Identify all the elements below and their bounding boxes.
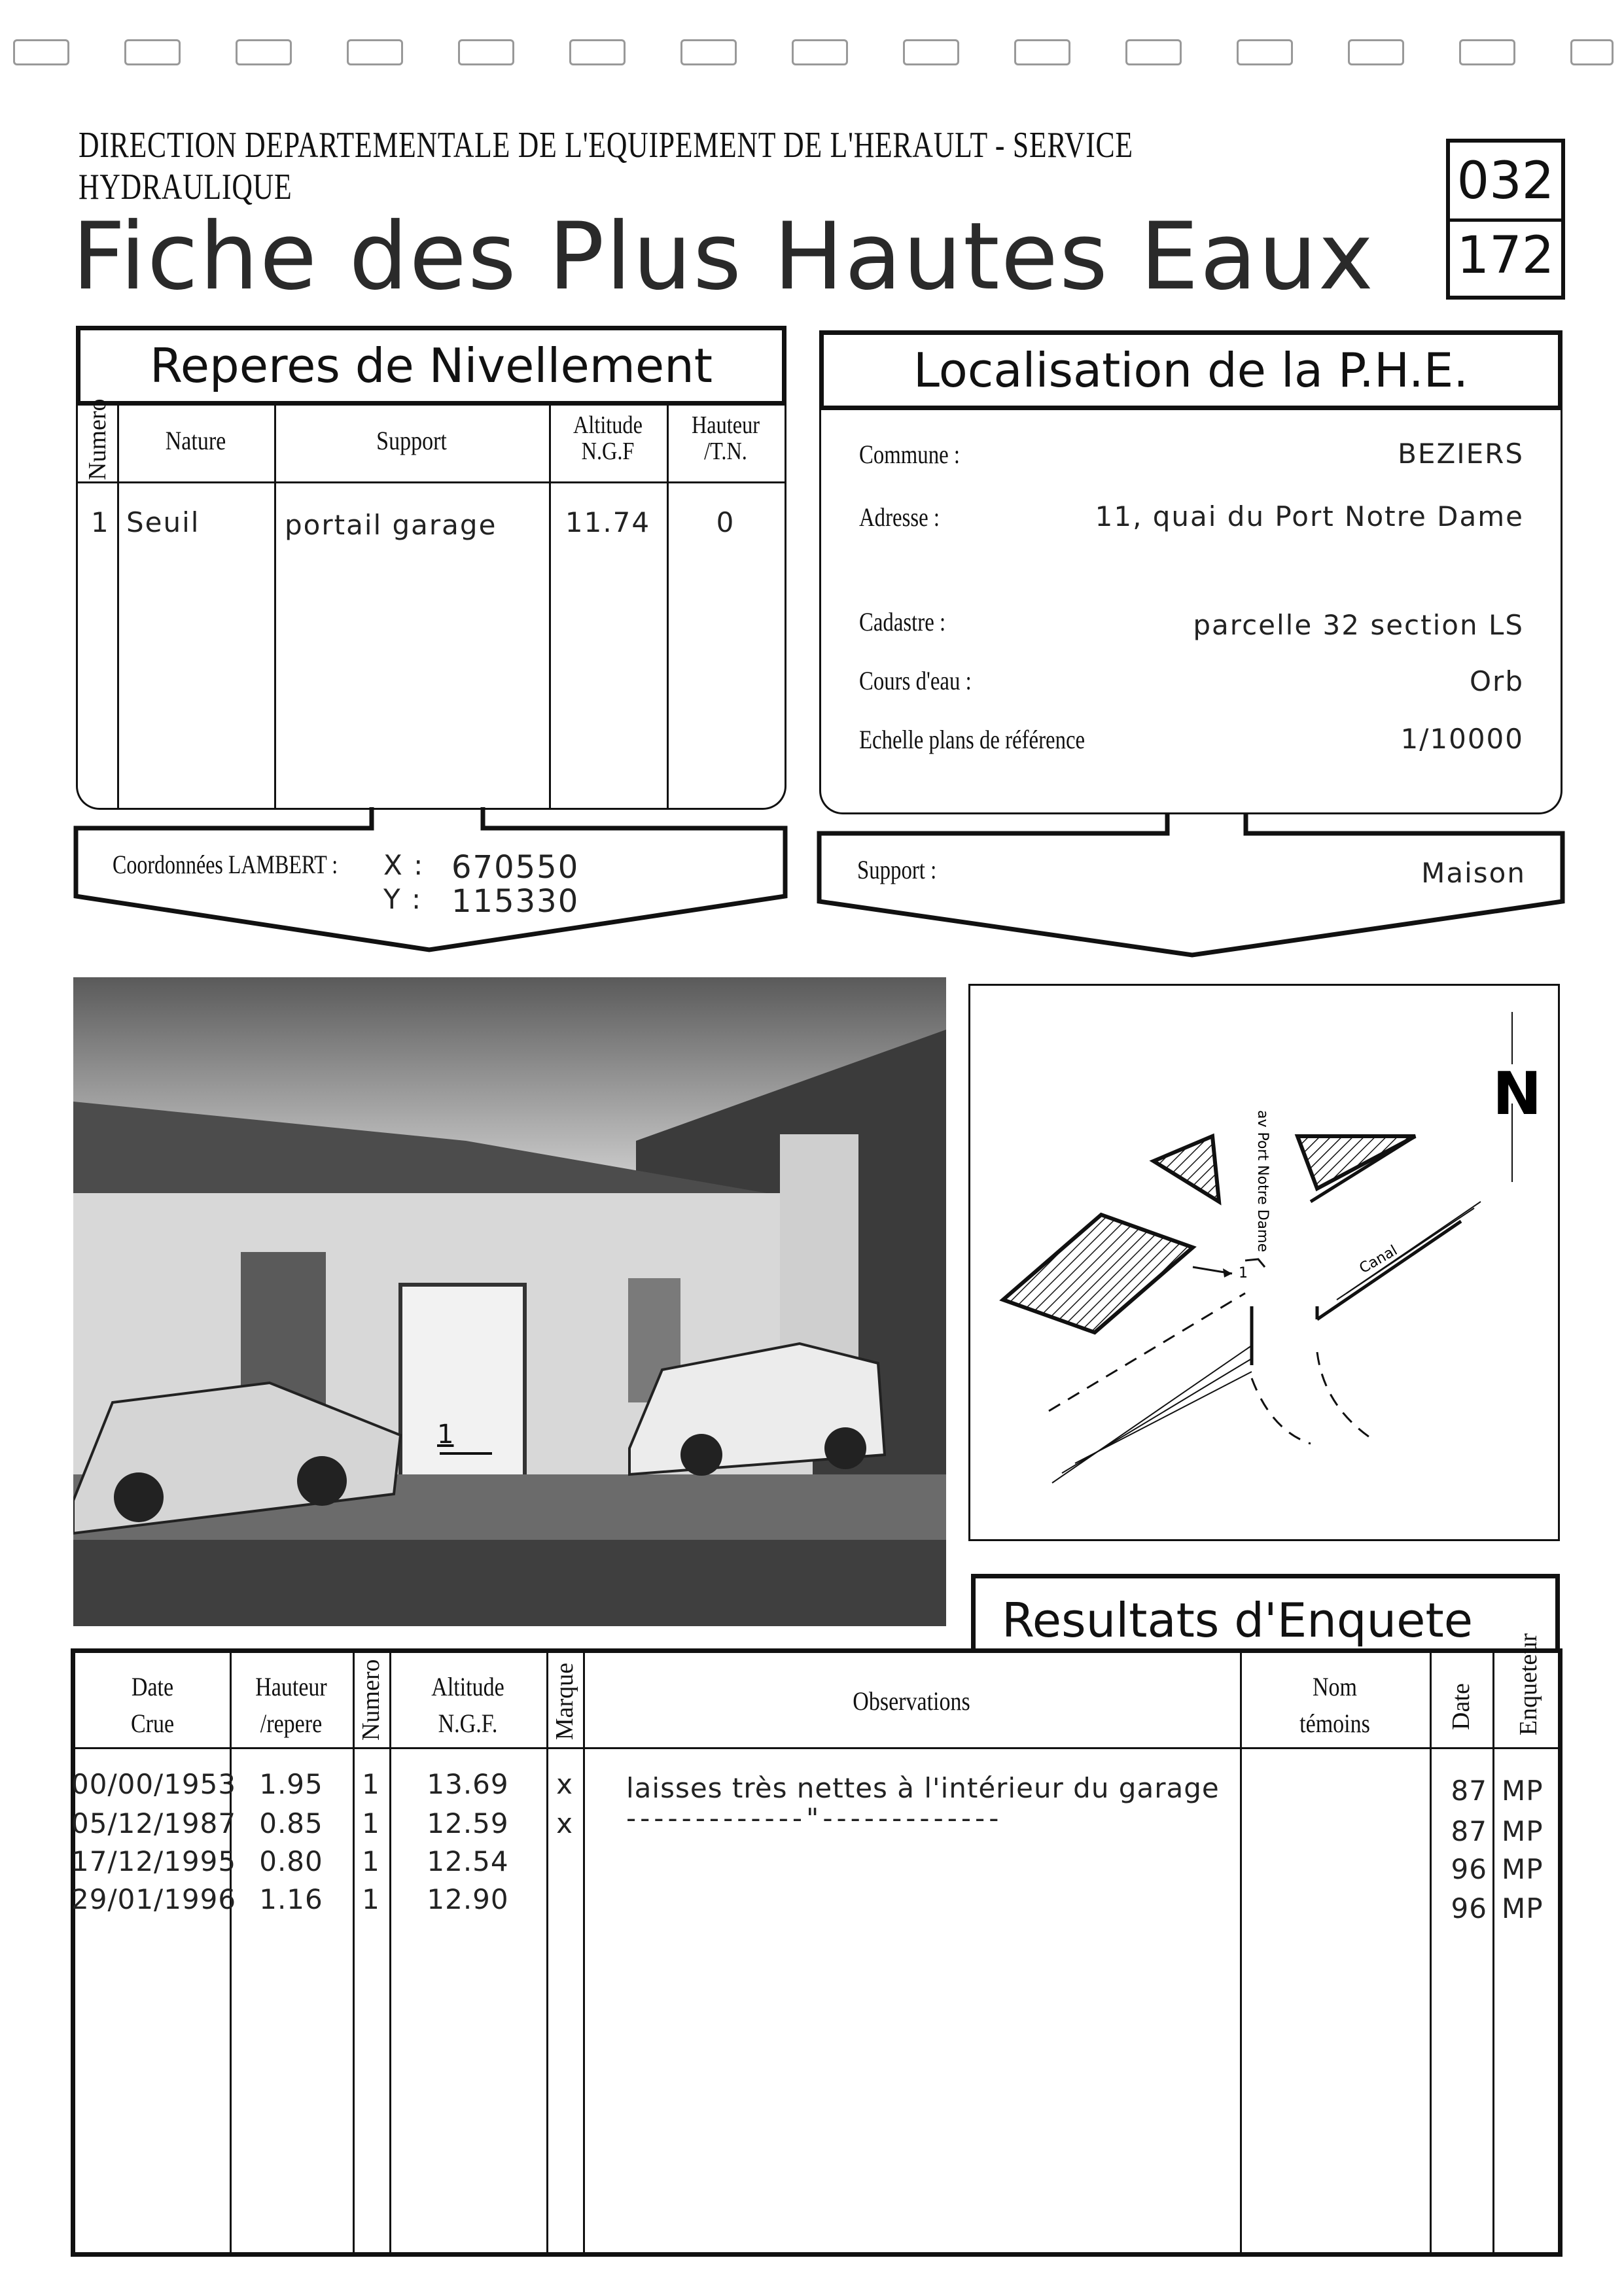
punch-hole bbox=[569, 39, 626, 65]
row-marque: x bbox=[556, 1768, 573, 1800]
col-hauteur-repere bbox=[239, 1669, 344, 1742]
north-icon: N bbox=[1492, 1060, 1542, 1128]
row-date-enquete: 96 bbox=[1451, 1892, 1487, 1924]
punch-hole bbox=[1570, 39, 1614, 65]
punch-hole bbox=[1014, 39, 1070, 65]
punch-hole bbox=[458, 39, 514, 65]
col-date-crue-l2: Crue bbox=[130, 1709, 175, 1738]
col-hauteur-l2: /T.N. bbox=[704, 438, 747, 465]
punch-hole bbox=[236, 39, 292, 65]
location-map bbox=[968, 984, 1560, 1541]
col-nom-l2: témoins bbox=[1299, 1709, 1370, 1738]
code-bottom: 172 bbox=[1456, 226, 1555, 285]
row-hauteur: 1.16 bbox=[259, 1883, 323, 1915]
echelle-label: Echelle plans de référence bbox=[859, 725, 1086, 754]
org-header: DIRECTION DEPARTEMENTALE DE L'EQUIPEMENT DE L'HERAULT - SERVICE HYDRAULIQUE bbox=[79, 125, 1133, 207]
col-hauteur bbox=[676, 412, 776, 464]
row-hauteur: 1.95 bbox=[259, 1768, 323, 1800]
punch-hole bbox=[792, 39, 848, 65]
row-marque: x bbox=[556, 1807, 573, 1839]
row-date-enquete: 87 bbox=[1451, 1815, 1487, 1847]
col-altitude bbox=[558, 412, 658, 464]
x-value: 670550 bbox=[451, 849, 580, 886]
localisation-header bbox=[819, 330, 1562, 410]
row-numero: 1 bbox=[362, 1807, 380, 1839]
row-altitude: 13.69 bbox=[427, 1768, 509, 1800]
reperes-table bbox=[76, 398, 786, 810]
row-hauteur: 0.80 bbox=[259, 1845, 323, 1877]
row-enqueteur: MP bbox=[1502, 1853, 1544, 1885]
code-top: 032 bbox=[1456, 152, 1555, 211]
support-value: Maison bbox=[1421, 857, 1526, 889]
street-label: av Port Notre Dame bbox=[1254, 1110, 1271, 1253]
punch-hole bbox=[124, 39, 181, 65]
reperes-header-rule bbox=[78, 481, 785, 483]
resultats-header-rule bbox=[75, 1747, 1558, 1749]
support-label: Support : bbox=[857, 855, 937, 884]
resultats-table bbox=[71, 1633, 1562, 2257]
punch-hole bbox=[1348, 39, 1404, 65]
row-date: 05/12/1987 bbox=[71, 1807, 237, 1839]
commune-label: Commune : bbox=[859, 440, 960, 469]
col-numero: Numero bbox=[84, 398, 111, 480]
row-enqueteur: MP bbox=[1502, 1815, 1544, 1847]
fiche-code-box bbox=[1446, 139, 1565, 300]
col-date-crue bbox=[87, 1669, 219, 1742]
repere-hauteur: 0 bbox=[716, 506, 735, 538]
repere-nature: Seuil bbox=[126, 506, 200, 538]
adresse-value: 11, quai du Port Notre Dame bbox=[1095, 500, 1524, 532]
canal-label: Canal bbox=[1356, 1242, 1401, 1278]
row-date: 00/00/1953 bbox=[71, 1768, 237, 1800]
localisation-title: Localisation de la P.H.E. bbox=[913, 343, 1469, 398]
row-observation: laisses très nettes à l'intérieur du garage bbox=[626, 1772, 1220, 1804]
punch-hole bbox=[1125, 39, 1182, 65]
page-title: Fiche des Plus Hautes Eaux bbox=[72, 203, 1375, 311]
row-altitude: 12.90 bbox=[427, 1883, 509, 1915]
col-support: Support bbox=[376, 426, 447, 455]
col-observations: Observations bbox=[853, 1686, 970, 1716]
echelle-value: 1/10000 bbox=[1400, 723, 1524, 755]
row-date: 17/12/1995 bbox=[71, 1845, 237, 1877]
row-hauteur: 0.85 bbox=[259, 1807, 323, 1839]
col-altitude-l2: N.G.F bbox=[581, 438, 635, 465]
col-marque: Marque bbox=[551, 1662, 578, 1741]
lambert-arrow-box bbox=[71, 805, 793, 955]
y-label: Y : bbox=[383, 883, 423, 915]
lambert-label: Coordonnées LAMBERT : bbox=[113, 850, 338, 879]
col-hauteur-repere-l1: Hauteur bbox=[255, 1672, 327, 1701]
row-numero: 1 bbox=[362, 1768, 380, 1800]
repere-numero: 1 bbox=[91, 506, 110, 538]
localisation-panel bbox=[819, 410, 1562, 814]
code-divider bbox=[1450, 218, 1561, 222]
y-value: 115330 bbox=[451, 883, 580, 920]
col-date-enquete: Date bbox=[1447, 1683, 1475, 1730]
commune-value: BEZIERS bbox=[1398, 438, 1524, 470]
punch-hole bbox=[903, 39, 959, 65]
row-altitude: 12.59 bbox=[427, 1807, 509, 1839]
row-numero: 1 bbox=[362, 1883, 380, 1915]
cours-eau-label: Cours d'eau : bbox=[859, 666, 972, 695]
col-altitude-l1: Altitude bbox=[573, 411, 643, 439]
row-enqueteur: MP bbox=[1502, 1892, 1544, 1924]
row-observation: -------------"------------- bbox=[626, 1802, 1003, 1834]
repere-support: portail garage bbox=[285, 509, 497, 541]
map-marker: 1 bbox=[1239, 1265, 1248, 1281]
row-numero: 1 bbox=[362, 1845, 380, 1877]
row-date: 29/01/1996 bbox=[71, 1883, 237, 1915]
col-nature: Nature bbox=[165, 426, 226, 455]
col-altitude-res bbox=[401, 1669, 535, 1742]
row-date-enquete: 87 bbox=[1451, 1775, 1487, 1807]
col-numero-res: Numero bbox=[357, 1659, 385, 1741]
cours-eau-value: Orb bbox=[1470, 665, 1524, 697]
location-map-drawing bbox=[970, 986, 1558, 1539]
col-nom-temoins bbox=[1254, 1669, 1416, 1742]
cadastre-value: parcelle 32 section LS bbox=[1193, 609, 1524, 641]
x-label: X : bbox=[383, 849, 425, 881]
site-photo bbox=[73, 977, 946, 1626]
col-altitude-res-l1: Altitude bbox=[431, 1672, 504, 1701]
col-enqueteur: Enqueteur bbox=[1515, 1633, 1542, 1736]
reperes-header bbox=[76, 326, 786, 406]
photo-marker: 1 bbox=[437, 1419, 454, 1450]
col-hauteur-repere-l2: /repere bbox=[260, 1709, 323, 1738]
row-altitude: 12.54 bbox=[427, 1845, 509, 1877]
punch-hole bbox=[1237, 39, 1293, 65]
punch-hole bbox=[13, 39, 69, 65]
punch-hole bbox=[347, 39, 403, 65]
col-date-crue-l1: Date bbox=[131, 1672, 174, 1701]
row-date-enquete: 96 bbox=[1451, 1853, 1487, 1885]
col-nom-l1: Nom bbox=[1313, 1672, 1357, 1701]
col-hauteur-l1: Hauteur bbox=[691, 411, 760, 439]
resultats-header bbox=[971, 1574, 1560, 1652]
row-enqueteur: MP bbox=[1502, 1775, 1544, 1807]
repere-altitude: 11.74 bbox=[565, 506, 651, 538]
punch-hole bbox=[680, 39, 737, 65]
resultats-title: Resultats d'Enquete bbox=[1002, 1593, 1473, 1648]
punch-hole bbox=[1459, 39, 1515, 65]
adresse-label: Adresse : bbox=[859, 502, 940, 532]
reperes-title: Reperes de Nivellement bbox=[149, 338, 713, 393]
site-photo-drawing bbox=[73, 977, 946, 1626]
col-altitude-res-l2: N.G.F. bbox=[438, 1709, 498, 1738]
cadastre-label: Cadastre : bbox=[859, 607, 946, 636]
